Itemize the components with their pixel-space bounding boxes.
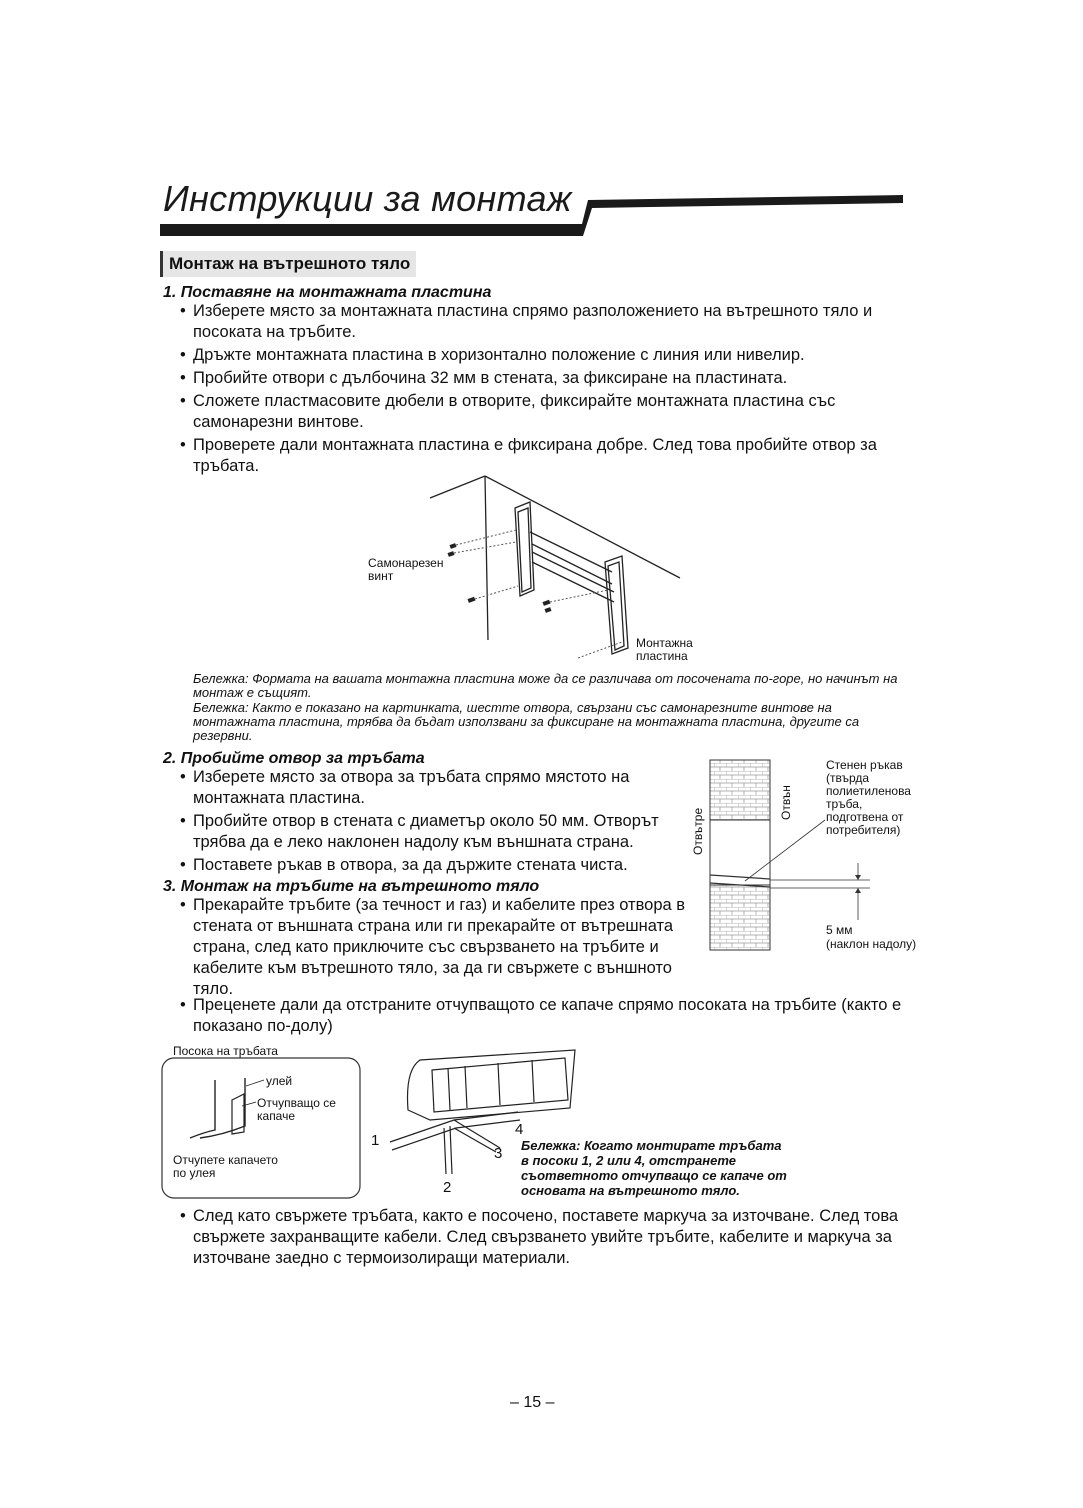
pipe-direction-label: Посока на тръбата	[173, 1044, 278, 1058]
step1-heading: 1. Поставяне на монтажната пластина	[163, 284, 492, 301]
cut-label-line2: по улея	[173, 1166, 216, 1180]
sleeve-label-line: (твърда	[826, 771, 870, 785]
list-item: • След като свържете тръбата, както е посочено, поставете маркуча за източване. След това свържете захранващите кабели. След свързването увийте тръбите, кабелите и маркуча за източване заедно с термоизолиращи материали.	[163, 1206, 908, 1269]
note-plate-shape: Бележка: Формата на вашата монтажна пластина може да се различава от посочената по-горе, но начинът на монтаж е същият.	[193, 671, 898, 700]
page-number: – 15 –	[510, 1394, 555, 1411]
note-line: Бележка: Когато монтирате тръбата	[521, 1138, 782, 1153]
plate-label-line1: Монтажна	[636, 636, 693, 650]
list-item: • Пробийте отвори с дълбочина 32 мм в стената, за фиксиране на пластината.	[163, 368, 908, 389]
screw-label-line1: Самонарезен	[368, 556, 444, 570]
groove-label: улей	[266, 1074, 293, 1088]
section-heading: Монтаж на вътрешното тяло	[160, 251, 416, 277]
step2-bullets	[163, 767, 688, 878]
note-line: съответното отчупващо се капаче от	[521, 1168, 787, 1183]
sleeve-label-line: Стенен ръкав	[826, 758, 903, 772]
breakaway-label-line2: капаче	[257, 1109, 296, 1123]
slope-label-line2: (наклон надолу)	[826, 937, 917, 951]
page-title: Инструкции за монтаж	[163, 178, 572, 219]
sleeve-label-line: тръба,	[826, 797, 863, 811]
pipe-direction-note	[521, 1138, 787, 1198]
list-item: • Дръжте монтажната пластина в хоризонтално положение с линия или нивелир.	[163, 345, 908, 366]
inside-label: Отвътре	[691, 807, 705, 855]
list-item: • Сложете пластмасовите дюбели в отворите, фиксирайте монтажната пластина със самонарезни винтове.	[163, 391, 908, 433]
direction-2: 2	[443, 1179, 452, 1196]
list-item: • Проверете дали монтажната пластина е фиксирана добре. След това пробийте отвор за тръбата.	[163, 435, 908, 477]
step3-bullets-b	[163, 995, 908, 1039]
cut-label-line1: Отчупете капачето	[173, 1153, 278, 1167]
direction-4: 4	[515, 1121, 524, 1138]
list-item: • Пробийте отвор в стената с диаметър около 50 мм. Отворът трябва да е леко наклонен надолу към външната страна.	[163, 811, 688, 853]
step2-heading: 2. Пробийте отвор за тръбата	[163, 750, 425, 767]
note-line: основата на вътрешното тяло.	[521, 1183, 740, 1198]
outside-label: Отвън	[779, 785, 793, 820]
sleeve-label-line: потребителя)	[826, 823, 901, 837]
plate-label-line2: пластина	[636, 649, 688, 663]
step3-bullets-a	[163, 895, 688, 1002]
screw-label-line2: винт	[368, 569, 394, 583]
direction-3: 3	[494, 1145, 503, 1162]
note-line: в посоки 1, 2 или 4, отстранете	[521, 1153, 736, 1168]
sleeve-label-line: полиетиленова	[826, 784, 911, 798]
sleeve-label-line: подготвена от	[826, 810, 904, 824]
title-underline	[160, 190, 905, 236]
list-item: • Поставете ръкав в отвора, за да държите стената чиста.	[163, 855, 688, 876]
breakaway-label-line1: Отчупващо се	[257, 1096, 336, 1110]
note-plate-holes: Бележка: Както е показано на картинката, шестте отвора, свързани със самонарезните винтове на монтажната пластина, трябва да бъдат използвани за фиксиране на монтажната пластина, другите са резервни.	[193, 700, 860, 743]
list-item: • Преценете дали да отстраните отчупващото се капаче спрямо посоката на тръбите (както е показано по-долу)	[163, 995, 908, 1037]
sleeve-label	[826, 759, 911, 837]
list-item: • Изберете място за монтажната пластина спрямо разположението на вътрешното тяло и посоката на тръбите.	[163, 301, 908, 343]
step1-bullets	[163, 301, 908, 479]
step3-bullets-c	[163, 1206, 908, 1271]
list-item: • Прекарайте тръбите (за течност и газ) и кабелите през отвора в стената от външната страна или ги прекарайте от вътрешната страна, след като приключите със свързването на тръбите и кабелите към вътрешното тяло, за да ги свържете с външното тяло.	[163, 895, 688, 1000]
step3-heading: 3. Монтаж на тръбите на вътрешното тяло	[163, 878, 540, 895]
slope-label-line1: 5 мм	[826, 923, 853, 937]
direction-1: 1	[371, 1132, 380, 1149]
list-item: • Изберете място за отвора за тръбата спрямо мястото на монтажната пластина.	[163, 767, 688, 809]
